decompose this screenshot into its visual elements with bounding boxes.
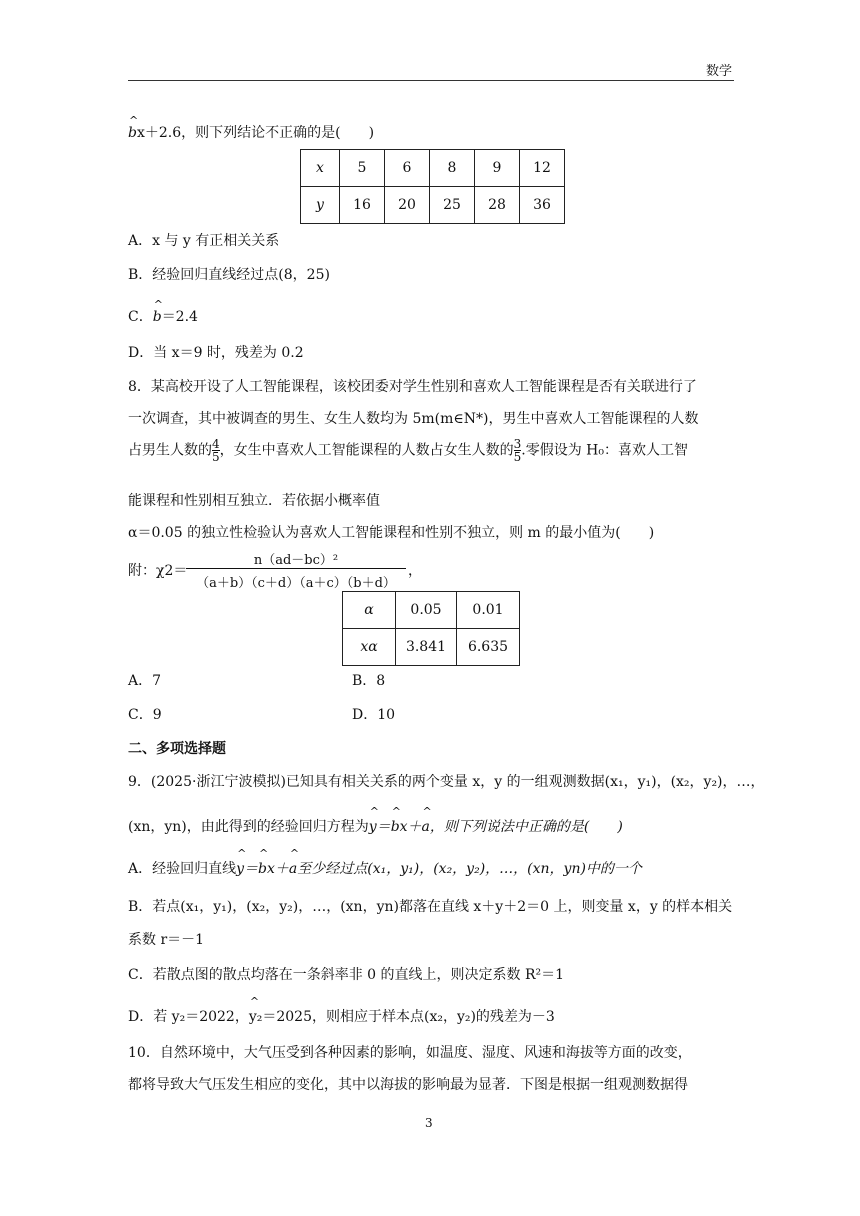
fraction-four-fifths <box>212 438 220 463</box>
page-number: 3 <box>425 1116 433 1130</box>
table-row <box>343 629 520 666</box>
table-cell: 6 <box>385 150 430 187</box>
table-cell: 16 <box>340 187 385 224</box>
fraction-bar <box>186 568 406 569</box>
numerator: 3 <box>513 437 522 451</box>
option-text: a至少经过点(x₁，y₁)，(x₂，y₂)，…，(xn，yn)中的一个 <box>288 861 642 877</box>
section-heading: 二、多项选择题 <box>128 741 226 757</box>
table-row <box>343 592 520 629</box>
q8-line-2: 一次调查，其中被调查的男生、女生人数均为 5m(m∈N*)，男生中喜欢人工智能课程的人数 <box>128 411 699 427</box>
q8-line-1: 8．某高校开设了人工智能课程，该校团委对学生性别和喜欢人工智能课程是否有关联进行了 <box>128 379 697 395</box>
q10-line-2: 都将导致大气压发生相应的变化，其中以海拔的影响最为显著．下图是根据一组观测数据得 <box>128 1077 688 1093</box>
q7-stem <box>128 122 374 142</box>
table-row <box>301 150 565 187</box>
q7-stem-text: x＋2.6，则下列结论不正确的是( ) <box>136 125 375 141</box>
a-hat-symbol <box>422 816 623 836</box>
table-cell: x <box>301 150 340 187</box>
q8-critical-value-table <box>342 591 520 666</box>
q8-line-5: α＝0.05 的独立性检验认为喜欢人工智能课程和性别不独立，则 m 的最小值为( ) <box>128 525 655 541</box>
q7-option-a: A．x 与 y 有正相关关系 <box>128 233 280 249</box>
table-cell: 0.01 <box>457 592 520 629</box>
q8-text: ，女生中喜欢人工智能课程的人数占女生人数的 <box>219 442 514 459</box>
a-hat-symbol <box>289 858 642 878</box>
q8-option-a: A．7 <box>128 673 162 689</box>
table-cell: 0.05 <box>396 592 457 629</box>
formula-denominator: （a＋b）（c＋d）（a＋c）（b＋d） <box>196 576 396 591</box>
b-hat-symbol: ^ b <box>128 125 137 141</box>
table-cell: 36 <box>520 187 565 224</box>
q9-text: a，则下列说法中正确的是( ) <box>421 819 623 835</box>
q8-line-3 <box>128 438 688 463</box>
table-cell: 12 <box>520 150 565 187</box>
y-hat-symbol <box>249 1006 555 1026</box>
option-label: C． <box>128 309 153 325</box>
q9-option-b-line-1: B．若点(x₁，y₁)，(x₂，y₂)，…，(xn，yn)都落在直线 x＋y＋2＝0 上，则变量 x，y 的样本相关 <box>128 899 733 915</box>
q9-option-a <box>128 858 642 878</box>
table-cell: 6.635 <box>457 629 520 666</box>
table-cell: 9 <box>475 150 520 187</box>
b-hat-symbol <box>258 858 289 878</box>
q9-option-c: C．若散点图的散点均落在一条斜率非 0 的直线上，则决定系数 R²＝1 <box>128 967 565 983</box>
b-hat-symbol <box>391 816 422 836</box>
q7-data-table <box>300 149 565 224</box>
table-cell: 25 <box>430 187 475 224</box>
table-cell: 8 <box>430 150 475 187</box>
option-text: bx＋ <box>258 861 289 877</box>
header-subject: 数学 <box>705 64 732 79</box>
q7-option-d: D．当 x＝9 时，残差为 0.2 <box>128 345 304 361</box>
q8-line-4: 能课程和性别相互独立．若依据小概率值 <box>128 493 380 509</box>
header-rule <box>128 80 734 81</box>
q8-text: 占男生人数的 <box>128 442 212 459</box>
table-cell: 5 <box>340 150 385 187</box>
table-cell: xα <box>343 629 396 666</box>
q9-text: y＝ <box>368 819 391 835</box>
table-cell: α <box>343 592 396 629</box>
q9-line-2 <box>128 816 623 836</box>
y-hat-symbol <box>236 858 258 878</box>
b-hat-symbol: ^ b <box>153 309 162 325</box>
y-hat-symbol <box>369 816 391 836</box>
denominator: 5 <box>513 450 522 464</box>
formula-suffix: ， <box>408 563 422 579</box>
option-text: y₂＝2025，则相应于样本点(x₂，y₂)的残差为－3 <box>248 1009 555 1025</box>
option-text: D．若 y₂＝2022， <box>128 1009 249 1025</box>
table-row <box>301 187 565 224</box>
numerator: 4 <box>212 437 220 451</box>
q8-text: .零假设为 H₀：喜欢人工智 <box>521 442 689 459</box>
q7-option-c <box>128 306 198 326</box>
q8-option-b: B．8 <box>352 673 386 689</box>
formula-numerator: n（ad－bc）² <box>253 553 339 568</box>
option-text: ＝2.4 <box>161 309 198 325</box>
q7-option-b: B．经验回归直线经过点(8，25) <box>128 267 330 283</box>
table-cell: y <box>301 187 340 224</box>
q8-option-c: C．9 <box>128 707 162 723</box>
q9-line-1: 9．(2025·浙江宁波模拟)已知具有相关关系的两个变量 x，y 的一组观测数据(x₁，y₁)，(x₂，y₂)，…， <box>128 774 765 790</box>
q9-option-d <box>128 1006 555 1026</box>
option-text: A．经验回归直线 <box>128 861 237 877</box>
table-cell: 20 <box>385 187 430 224</box>
q8-formula-prefix: 附：χ2＝ <box>128 563 188 579</box>
q8-option-d: D．10 <box>352 707 396 723</box>
table-cell: 28 <box>475 187 520 224</box>
q9-option-b-line-2: 系数 r＝－1 <box>128 932 205 948</box>
option-text: y＝ <box>236 861 259 877</box>
q9-text: bx＋ <box>390 819 422 835</box>
q9-text: (xn，yn)，由此得到的经验回归方程为 <box>128 819 369 835</box>
denominator: 5 <box>212 450 220 464</box>
q10-line-1: 10．自然环境中，大气压受到各种因素的影响，如温度、湿度、风速和海拔等方面的改变， <box>128 1045 692 1061</box>
table-cell: 3.841 <box>396 629 457 666</box>
